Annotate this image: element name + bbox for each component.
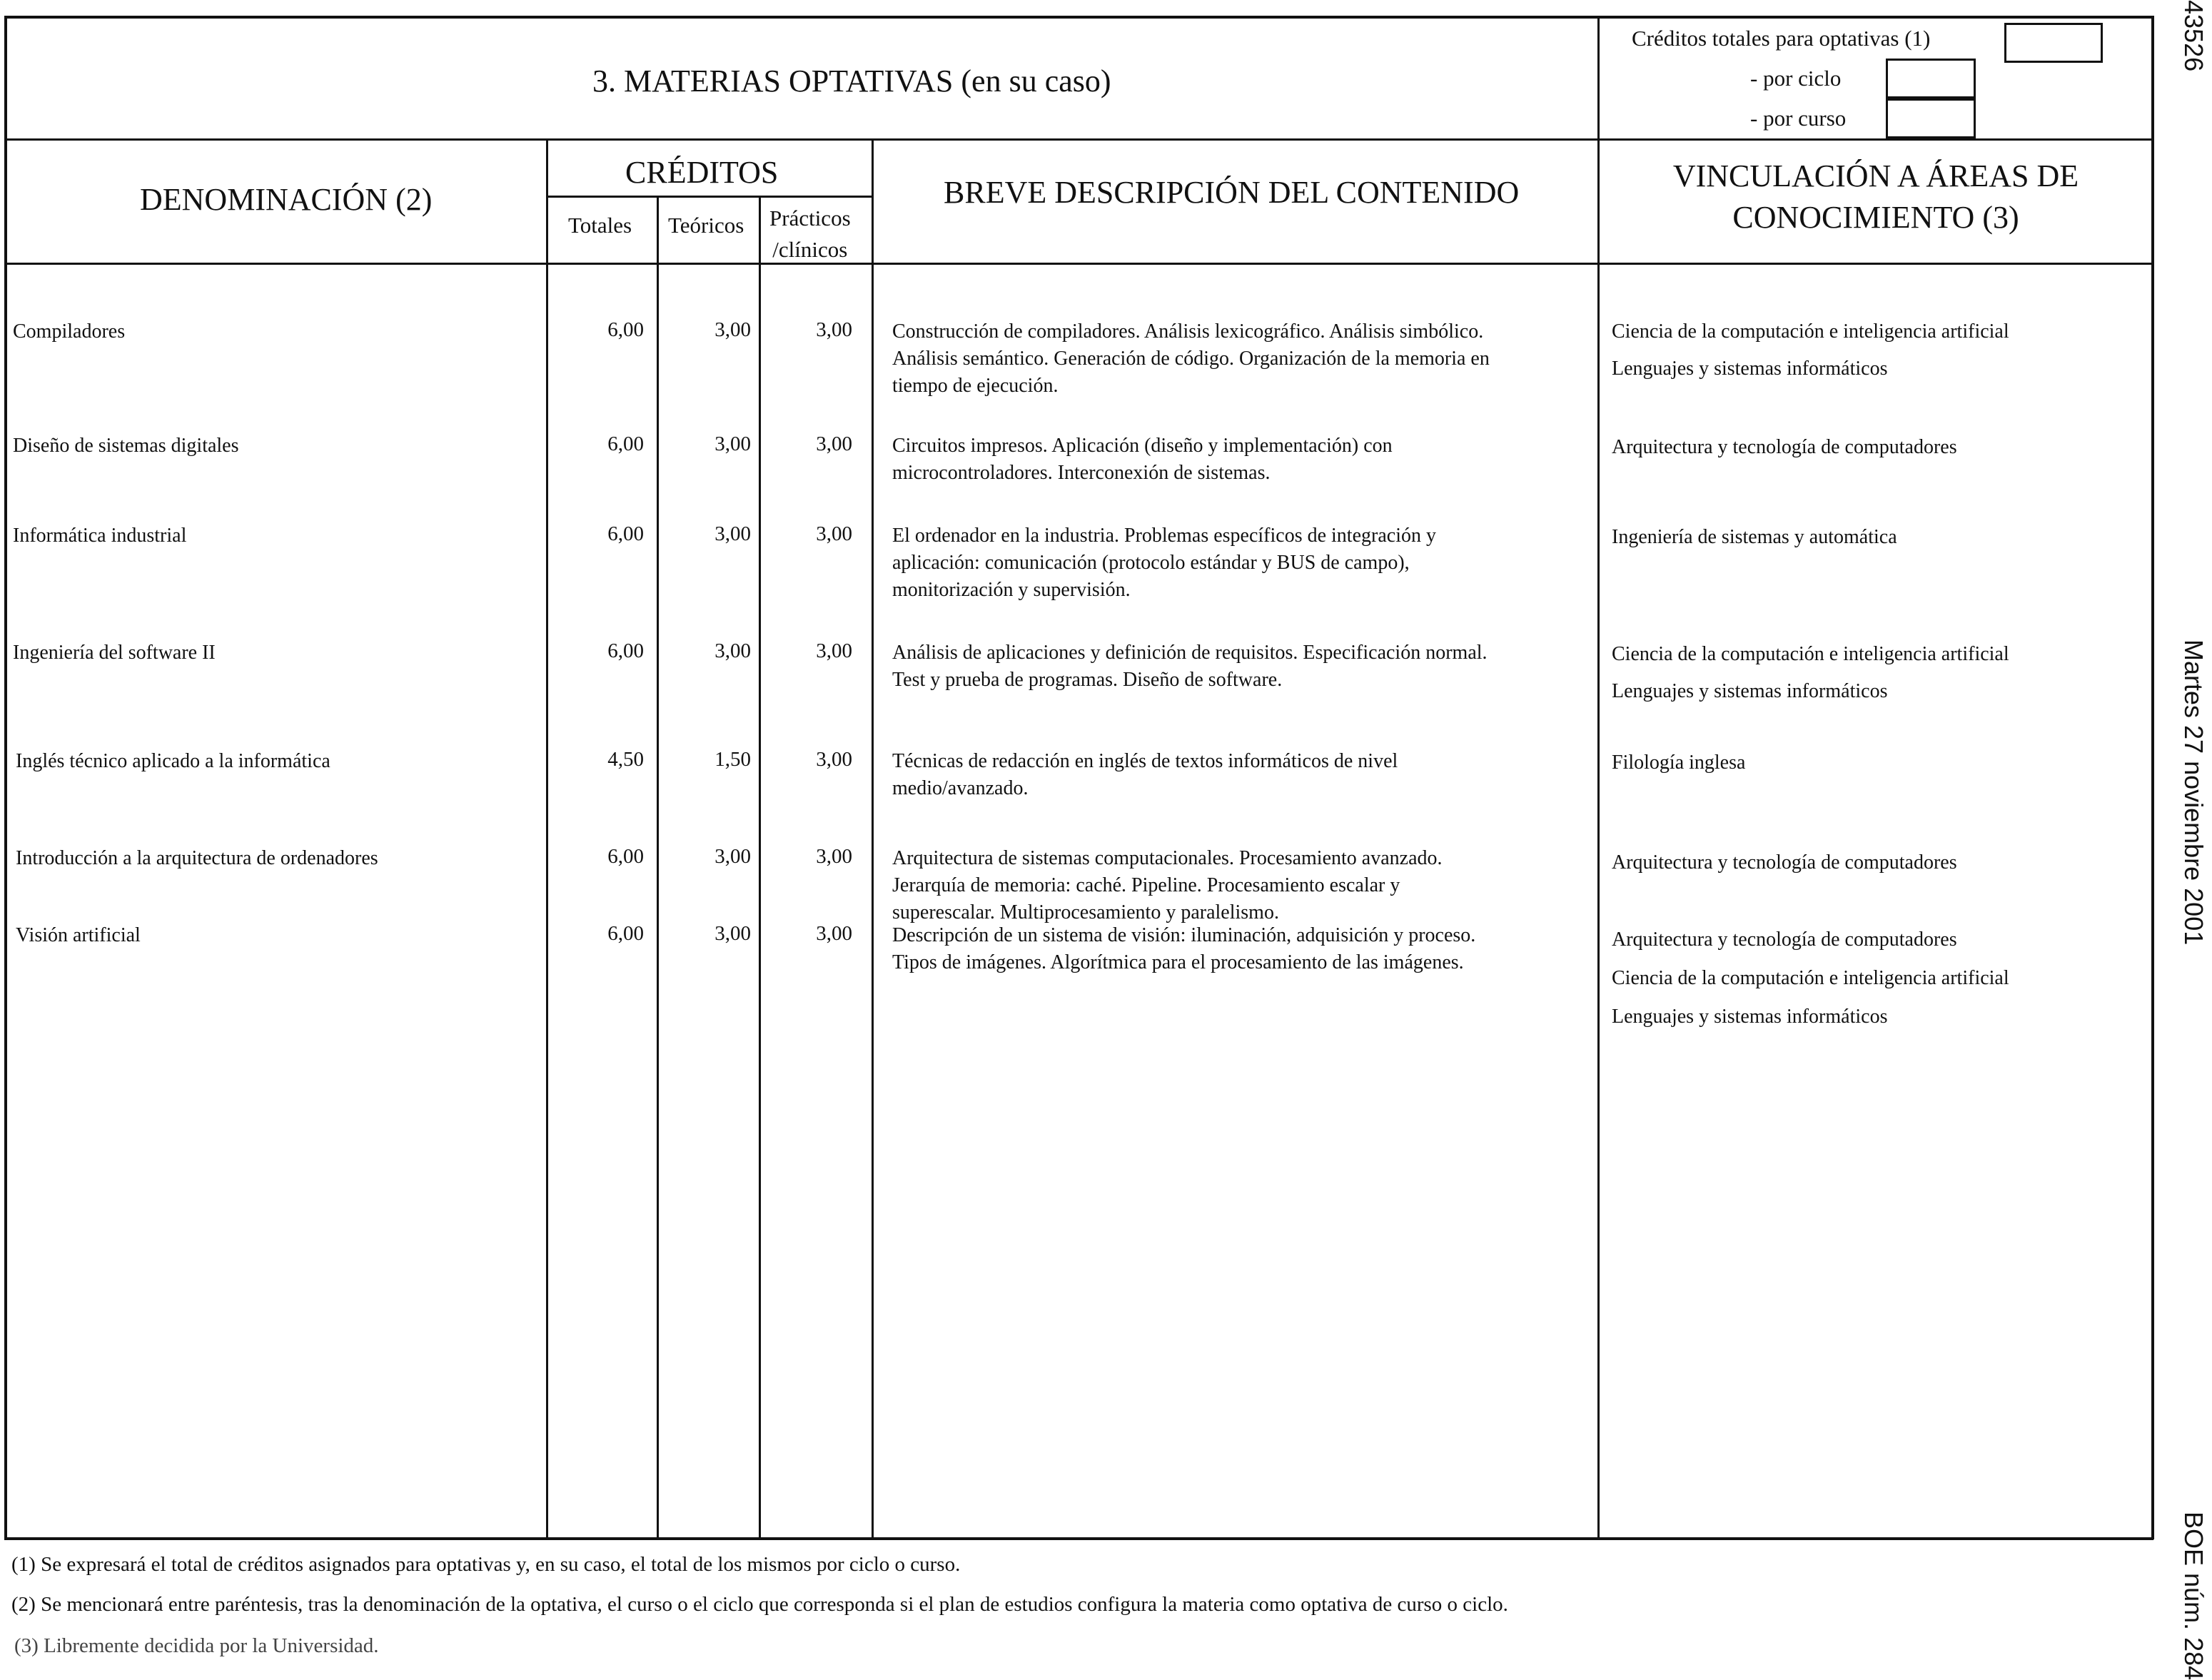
- creditos-subheader-divider: [546, 196, 872, 198]
- row-practicos: 3,00: [816, 639, 852, 662]
- row-name: Ingeniería del software II: [13, 642, 216, 664]
- row-practicos: 3,00: [816, 522, 852, 545]
- column-header-divider: [4, 263, 2153, 265]
- vertical-divider-totales: [546, 138, 548, 1539]
- col-header-practicos: Prácticos /clínicos: [769, 206, 851, 262]
- row-totales: 6,00: [607, 639, 644, 662]
- table-border-bottom: [4, 1537, 2153, 1540]
- bulletin-number: BOE núm. 284: [2179, 1512, 2208, 1680]
- row-teoricos: 3,00: [714, 922, 751, 945]
- row-totales: 4,50: [607, 748, 644, 771]
- row-name: Introducción a la arquitectura de ordenadores: [16, 847, 378, 869]
- footnote-1: (1) Se expresará el total de créditos asignados para optativas y, en su caso, el total de los mismos por ciclo o curso.: [11, 1553, 961, 1576]
- vertical-divider-descripcion: [872, 138, 874, 1539]
- col-header-totales: Totales: [568, 213, 632, 238]
- row-name: Diseño de sistemas digitales: [13, 435, 239, 457]
- vertical-divider-areas: [1597, 16, 1600, 1539]
- row-area: Arquitectura y tecnología de computadores: [1612, 928, 1957, 951]
- row-area: Ciencia de la computación e inteligencia artificial: [1612, 967, 2009, 989]
- per-course-box[interactable]: [1886, 98, 1976, 138]
- col-header-teoricos: Teóricos: [668, 213, 744, 238]
- col-header-descripcion: BREVE DESCRIPCIÓN DEL CONTENIDO: [944, 175, 1520, 210]
- vertical-divider-teoricos: [657, 196, 659, 1539]
- row-practicos: 3,00: [816, 318, 852, 341]
- table-border-top: [4, 16, 2153, 19]
- per-cycle-box[interactable]: [1886, 59, 1976, 98]
- row-area: Arquitectura y tecnología de computadores: [1612, 436, 1957, 458]
- row-area: Ingeniería de sistemas y automática: [1612, 526, 1897, 548]
- row-description: Análisis de aplicaciones y definición de requisitos. Especificación normal. Test y prueba de programas. Diseño de software.: [892, 642, 1488, 691]
- row-area: Lenguajes y sistemas informáticos: [1612, 358, 1888, 380]
- row-description: Descripción de un sistema de visión: iluminación, adquisición y proceso. Tipos de imágenes. Algorítmica para el procesamiento de las imágenes.: [892, 924, 1476, 973]
- row-description: Circuitos impresos. Aplicación (diseño y implementación) con microcontroladores. Interconexión de sistemas.: [892, 435, 1393, 484]
- header-divider: [4, 138, 2153, 141]
- table-border-left: [4, 16, 7, 1539]
- credits-total-label: Créditos totales para optativas (1): [1632, 26, 1931, 51]
- row-area: Ciencia de la computación e inteligencia artificial: [1612, 643, 2009, 665]
- row-totales: 6,00: [607, 922, 644, 945]
- row-teoricos: 3,00: [714, 639, 751, 662]
- credits-total-box[interactable]: [2004, 23, 2103, 63]
- col-header-vinculacion: VINCULACIÓN A ÁREAS DE CONOCIMIENTO (3): [1672, 158, 2079, 235]
- row-practicos: 3,00: [816, 922, 852, 945]
- row-name: Inglés técnico aplicado a la informática: [16, 750, 330, 772]
- row-area: Lenguajes y sistemas informáticos: [1612, 680, 1888, 702]
- table-border-right: [2151, 16, 2154, 1539]
- row-description: Construcción de compiladores. Análisis lexicográfico. Análisis simbólico. Análisis semántico. Generación de código. Organización de la memoria en tiempo de ejecución.: [892, 320, 1490, 397]
- page-number: 43526: [2179, 0, 2208, 72]
- row-description: El ordenador en la industria. Problemas específicos de integración y aplicación: comunicación (protocolo estándar y BUS de campo), monitorización y supervisión.: [892, 525, 1436, 601]
- row-area: Lenguajes y sistemas informáticos: [1612, 1006, 1888, 1028]
- row-practicos: 3,00: [816, 432, 852, 455]
- row-practicos: 3,00: [816, 845, 852, 868]
- row-name: Informática industrial: [13, 525, 187, 547]
- row-totales: 6,00: [607, 522, 644, 545]
- publication-date: Martes 27 noviembre 2001: [2179, 639, 2208, 946]
- row-teoricos: 3,00: [714, 522, 751, 545]
- col-header-creditos: CRÉDITOS: [625, 155, 779, 190]
- row-teoricos: 1,50: [714, 748, 751, 771]
- row-teoricos: 3,00: [714, 318, 751, 341]
- per-cycle-label: - por ciclo: [1750, 66, 1842, 91]
- row-teoricos: 3,00: [714, 432, 751, 455]
- row-name: Visión artificial: [16, 924, 141, 946]
- per-course-label: - por curso: [1750, 106, 1847, 131]
- col-header-denominacion: DENOMINACIÓN (2): [140, 182, 433, 217]
- row-totales: 6,00: [607, 845, 644, 868]
- vertical-divider-practicos: [759, 196, 761, 1539]
- footnote-2: (2) Se mencionará entre paréntesis, tras la denominación de la optativa, el curso o el ciclo que corresponda si el plan de estudios configura la materia como optativa de curso o ciclo.: [11, 1593, 1508, 1616]
- footnote-3: (3) Libremente decidida por la Universidad.: [14, 1634, 379, 1657]
- section-title: 3. MATERIAS OPTATIVAS (en su caso): [592, 64, 1111, 98]
- row-area: Arquitectura y tecnología de computadores: [1612, 851, 1957, 874]
- row-description: Arquitectura de sistemas computacionales. Procesamiento avanzado. Jerarquía de memoria: caché. Pipeline. Procesamiento escalar y superescalar. Multiprocesamiento y paralelismo.: [892, 847, 1443, 924]
- row-description: Técnicas de redacción en inglés de textos informáticos de nivel medio/avanzado.: [892, 750, 1398, 799]
- row-totales: 6,00: [607, 432, 644, 455]
- row-practicos: 3,00: [816, 748, 852, 771]
- row-teoricos: 3,00: [714, 845, 751, 868]
- row-area: Filología inglesa: [1612, 752, 1746, 774]
- row-area: Ciencia de la computación e inteligencia artificial: [1612, 320, 2009, 343]
- row-totales: 6,00: [607, 318, 644, 341]
- row-name: Compiladores: [13, 320, 126, 343]
